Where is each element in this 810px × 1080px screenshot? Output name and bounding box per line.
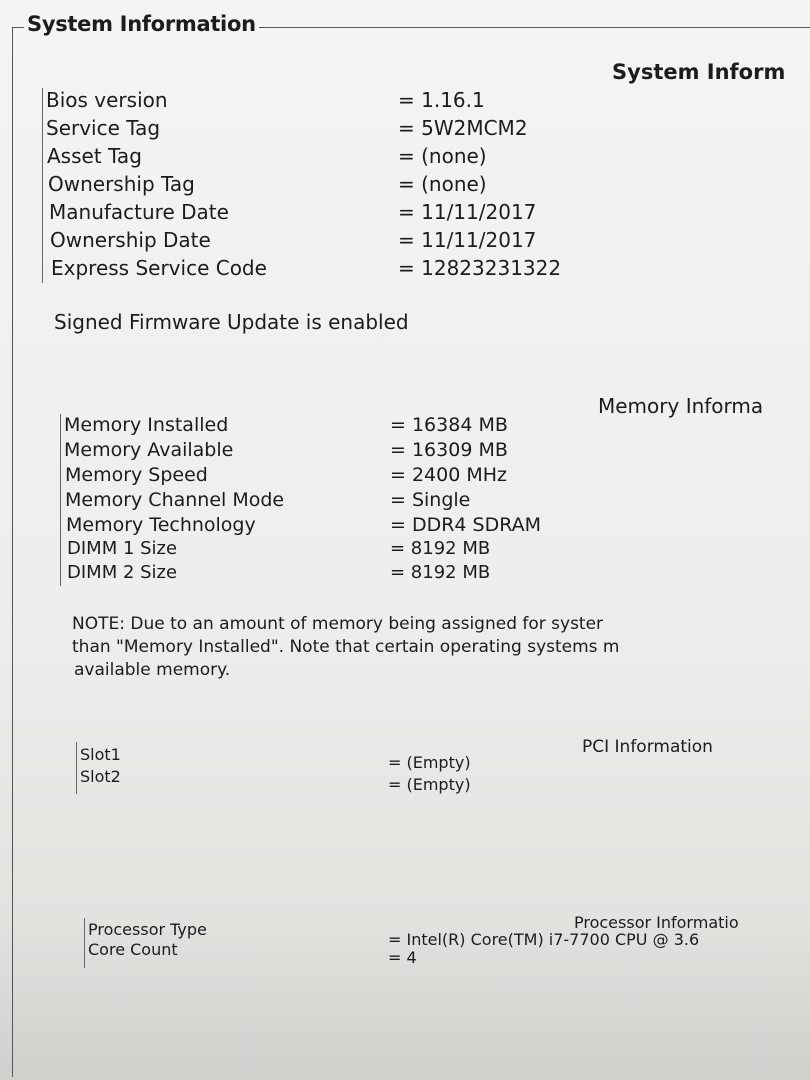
system-row-service-tag [46,116,646,144]
memory-row-available [64,439,664,467]
row-label: Express Service Code [51,256,267,280]
row-label: Service Tag [46,116,161,140]
memory-note-line: available memory. [74,660,231,680]
window-title: System Information [24,12,259,36]
processor-section-title: Processor Informatio [574,913,739,932]
row-value: = 11/11/2017 [398,200,537,224]
row-value: = (Empty) [388,775,471,794]
row-value: = 5W2MCM2 [398,116,528,140]
row-label: Memory Installed [64,414,229,436]
row-value: = 11/11/2017 [398,228,537,252]
row-value: = (Empty) [388,753,471,772]
row-value: = (none) [398,172,487,196]
row-label: Memory Speed [65,464,208,486]
row-value: = 12823231322 [398,256,562,280]
row-value: = 16309 MB [390,439,508,461]
row-label: Memory Channel Mode [65,489,285,511]
row-value: = 1.16.1 [398,88,485,112]
row-value: = 8192 MB [390,562,491,583]
pci-section-title: PCI Information [582,737,713,757]
row-label: Slot2 [80,767,121,786]
row-value: = Single [390,489,471,511]
row-value: = 8192 MB [390,538,491,559]
firmware-status-text: Signed Firmware Update is enabled [54,310,409,334]
row-label: Asset Tag [47,144,142,168]
row-value: = 2400 MHz [390,464,508,486]
memory-note-line: NOTE: Due to an amount of memory being assigned for syster [72,614,604,634]
memory-info-panel [60,414,61,586]
row-value: = DDR4 SDRAM [390,514,542,536]
pci-row-slot2 [80,767,680,795]
row-label: Bios version [46,88,168,112]
row-label: Slot1 [80,745,121,764]
row-label: DIMM 2 Size [67,562,178,583]
row-label: DIMM 1 Size [67,538,178,559]
system-row-bios-version [46,88,646,116]
memory-row-channel-mode [65,489,665,517]
frame-border-left [12,27,13,1077]
row-value: = 16384 MB [390,414,508,436]
row-value: = (none) [398,144,487,168]
row-value: = Intel(R) Core(TM) i7-7700 CPU @ 3.6 [388,930,700,949]
memory-row-installed [64,414,664,442]
memory-note-line: than "Memory Installed". Note that certain operating systems m [72,637,620,657]
system-row-manufacture-date [49,200,649,228]
memory-section-title: Memory Informa [598,394,764,418]
row-label: Memory Available [64,439,234,461]
row-label: Core Count [88,940,178,959]
processor-info-panel [84,918,85,968]
memory-row-dimm2-size [67,562,667,590]
row-label: Memory Technology [66,514,256,536]
processor-row-core-count [88,940,688,968]
row-label: Ownership Date [50,228,211,252]
system-row-ownership-tag [48,172,648,200]
system-row-express-service-code [51,256,651,284]
memory-row-speed [65,464,665,492]
pci-info-panel [76,742,77,794]
system-info-panel [42,88,43,283]
row-label: Ownership Tag [48,172,195,196]
system-section-title: System Inform [612,60,786,84]
system-row-ownership-date [50,228,650,256]
row-label: Processor Type [88,920,207,939]
system-row-asset-tag [47,144,647,172]
row-value: = 4 [388,948,417,967]
row-label: Manufacture Date [49,200,229,224]
